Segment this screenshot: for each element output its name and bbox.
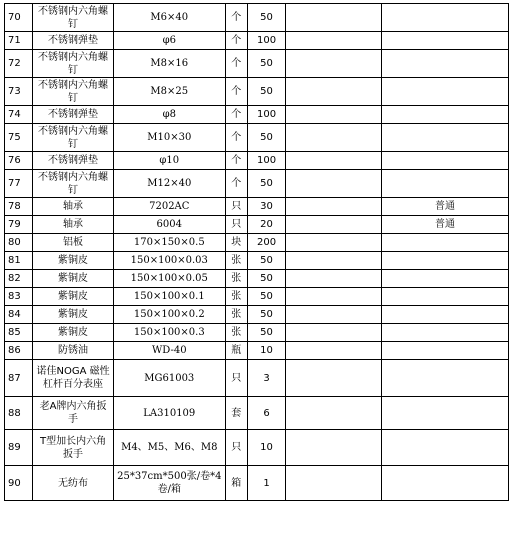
item-name-cell: 紫铜皮 xyxy=(33,288,114,306)
item-remark-cell xyxy=(381,430,508,466)
table-row xyxy=(5,430,509,466)
item-quantity-cell: 100 xyxy=(247,32,285,50)
row-number-cell: 83 xyxy=(5,288,33,306)
table-row xyxy=(5,360,509,397)
item-spec-cell: φ8 xyxy=(113,106,225,124)
table-row xyxy=(5,270,509,288)
row-number-cell: 85 xyxy=(5,324,33,342)
item-unit-cell: 瓶 xyxy=(225,342,247,360)
blank-cell xyxy=(286,306,382,324)
row-number-cell: 75 xyxy=(5,124,33,152)
item-unit-cell: 只 xyxy=(225,198,247,216)
item-remark-cell xyxy=(381,124,508,152)
item-unit-cell: 张 xyxy=(225,270,247,288)
item-unit-cell: 个 xyxy=(225,32,247,50)
item-name-cell: 紫铜皮 xyxy=(33,324,114,342)
item-unit-cell: 个 xyxy=(225,124,247,152)
row-number-cell: 76 xyxy=(5,152,33,170)
item-spec-cell: 150×100×0.03 xyxy=(113,252,225,270)
item-quantity-cell: 30 xyxy=(247,198,285,216)
item-remark-cell xyxy=(381,170,508,198)
item-quantity-cell: 50 xyxy=(247,324,285,342)
blank-cell xyxy=(286,152,382,170)
item-name-cell: 紫铜皮 xyxy=(33,252,114,270)
blank-cell xyxy=(286,270,382,288)
item-quantity-cell: 50 xyxy=(247,78,285,106)
row-number-cell: 74 xyxy=(5,106,33,124)
item-spec-cell: M10×30 xyxy=(113,124,225,152)
item-unit-cell: 箱 xyxy=(225,466,247,501)
item-name-cell: T型加长内六角扳手 xyxy=(33,430,114,466)
row-number-cell: 89 xyxy=(5,430,33,466)
item-name-cell: 不锈钢弹垫 xyxy=(33,152,114,170)
item-spec-cell: 170×150×0.5 xyxy=(113,234,225,252)
item-remark-cell xyxy=(381,78,508,106)
item-spec-cell: φ6 xyxy=(113,32,225,50)
item-name-cell: 铝板 xyxy=(33,234,114,252)
table-row xyxy=(5,216,509,234)
item-remark-cell xyxy=(381,288,508,306)
materials-table xyxy=(4,3,509,501)
item-name-cell: 不锈钢内六角螺钉 xyxy=(33,124,114,152)
item-spec-cell: 7202AC xyxy=(113,198,225,216)
item-spec-cell: M4、M5、M6、M8 xyxy=(113,430,225,466)
item-quantity-cell: 100 xyxy=(247,106,285,124)
row-number-cell: 81 xyxy=(5,252,33,270)
item-unit-cell: 张 xyxy=(225,324,247,342)
item-unit-cell: 个 xyxy=(225,152,247,170)
item-remark-cell xyxy=(381,397,508,430)
blank-cell xyxy=(286,466,382,501)
item-spec-cell: M8×25 xyxy=(113,78,225,106)
blank-cell xyxy=(286,397,382,430)
item-quantity-cell: 50 xyxy=(247,270,285,288)
materials-table-body xyxy=(5,4,509,501)
item-quantity-cell: 10 xyxy=(247,430,285,466)
item-name-cell: 紫铜皮 xyxy=(33,270,114,288)
item-spec-cell: LA310109 xyxy=(113,397,225,430)
item-spec-cell: 6004 xyxy=(113,216,225,234)
item-name-cell: 不锈钢内六角螺钉 xyxy=(33,78,114,106)
blank-cell xyxy=(286,50,382,78)
table-row xyxy=(5,234,509,252)
item-quantity-cell: 50 xyxy=(247,4,285,32)
item-name-cell: 无纺布 xyxy=(33,466,114,501)
row-number-cell: 78 xyxy=(5,198,33,216)
item-spec-cell: MG61003 xyxy=(113,360,225,397)
item-remark-cell xyxy=(381,360,508,397)
item-name-cell: 不锈钢弹垫 xyxy=(33,106,114,124)
item-remark-cell xyxy=(381,32,508,50)
item-quantity-cell: 20 xyxy=(247,216,285,234)
item-spec-cell: M12×40 xyxy=(113,170,225,198)
materials-table-container xyxy=(4,3,509,501)
item-name-cell: 紫铜皮 xyxy=(33,306,114,324)
item-unit-cell: 个 xyxy=(225,106,247,124)
row-number-cell: 70 xyxy=(5,4,33,32)
blank-cell xyxy=(286,324,382,342)
item-unit-cell: 只 xyxy=(225,430,247,466)
item-quantity-cell: 50 xyxy=(247,306,285,324)
item-quantity-cell: 50 xyxy=(247,50,285,78)
item-spec-cell: 150×100×0.1 xyxy=(113,288,225,306)
table-row xyxy=(5,397,509,430)
item-quantity-cell: 50 xyxy=(247,252,285,270)
item-unit-cell: 块 xyxy=(225,234,247,252)
item-remark-cell xyxy=(381,234,508,252)
item-name-cell: 不锈钢内六角螺钉 xyxy=(33,4,114,32)
item-remark-cell xyxy=(381,466,508,501)
item-remark-cell: 普通 xyxy=(381,198,508,216)
table-row xyxy=(5,288,509,306)
item-spec-cell: φ10 xyxy=(113,152,225,170)
item-quantity-cell: 200 xyxy=(247,234,285,252)
item-spec-cell: M8×16 xyxy=(113,50,225,78)
table-row xyxy=(5,466,509,501)
blank-cell xyxy=(286,234,382,252)
item-unit-cell: 张 xyxy=(225,306,247,324)
blank-cell xyxy=(286,106,382,124)
table-row xyxy=(5,342,509,360)
table-row xyxy=(5,170,509,198)
row-number-cell: 72 xyxy=(5,50,33,78)
item-remark-cell xyxy=(381,324,508,342)
item-remark-cell xyxy=(381,50,508,78)
item-remark-cell xyxy=(381,4,508,32)
row-number-cell: 88 xyxy=(5,397,33,430)
item-unit-cell: 只 xyxy=(225,360,247,397)
blank-cell xyxy=(286,170,382,198)
item-spec-cell: 25*37cm*500张/卷*4卷/箱 xyxy=(113,466,225,501)
item-quantity-cell: 50 xyxy=(247,170,285,198)
table-row xyxy=(5,4,509,32)
table-row xyxy=(5,106,509,124)
item-quantity-cell: 50 xyxy=(247,124,285,152)
table-row xyxy=(5,78,509,106)
item-remark-cell xyxy=(381,306,508,324)
blank-cell xyxy=(286,78,382,106)
item-remark-cell xyxy=(381,342,508,360)
item-quantity-cell: 6 xyxy=(247,397,285,430)
row-number-cell: 90 xyxy=(5,466,33,501)
item-quantity-cell: 50 xyxy=(247,288,285,306)
blank-cell xyxy=(286,342,382,360)
item-unit-cell: 套 xyxy=(225,397,247,430)
item-remark-cell xyxy=(381,106,508,124)
item-remark-cell xyxy=(381,152,508,170)
item-spec-cell: 150×100×0.3 xyxy=(113,324,225,342)
row-number-cell: 77 xyxy=(5,170,33,198)
item-unit-cell: 个 xyxy=(225,170,247,198)
item-quantity-cell: 3 xyxy=(247,360,285,397)
blank-cell xyxy=(286,198,382,216)
blank-cell xyxy=(286,124,382,152)
table-row xyxy=(5,198,509,216)
blank-cell xyxy=(286,252,382,270)
item-name-cell: 不锈钢内六角螺钉 xyxy=(33,50,114,78)
item-unit-cell: 张 xyxy=(225,288,247,306)
item-unit-cell: 个 xyxy=(225,50,247,78)
blank-cell xyxy=(286,288,382,306)
blank-cell xyxy=(286,430,382,466)
item-name-cell: 轴承 xyxy=(33,216,114,234)
row-number-cell: 87 xyxy=(5,360,33,397)
item-unit-cell: 只 xyxy=(225,216,247,234)
item-spec-cell: 150×100×0.2 xyxy=(113,306,225,324)
item-spec-cell: 150×100×0.05 xyxy=(113,270,225,288)
item-quantity-cell: 100 xyxy=(247,152,285,170)
blank-cell xyxy=(286,360,382,397)
table-row xyxy=(5,324,509,342)
item-name-cell: 防锈油 xyxy=(33,342,114,360)
blank-cell xyxy=(286,32,382,50)
item-name-cell: 轴承 xyxy=(33,198,114,216)
blank-cell xyxy=(286,4,382,32)
table-row xyxy=(5,252,509,270)
row-number-cell: 73 xyxy=(5,78,33,106)
item-name-cell: 不锈钢弹垫 xyxy=(33,32,114,50)
row-number-cell: 71 xyxy=(5,32,33,50)
row-number-cell: 79 xyxy=(5,216,33,234)
item-remark-cell xyxy=(381,270,508,288)
item-quantity-cell: 10 xyxy=(247,342,285,360)
row-number-cell: 82 xyxy=(5,270,33,288)
item-spec-cell: WD-40 xyxy=(113,342,225,360)
item-remark-cell: 普通 xyxy=(381,216,508,234)
item-name-cell: 老A牌内六角扳手 xyxy=(33,397,114,430)
item-name-cell: 诺佳NOGA 磁性杠杆百分表座 xyxy=(33,360,114,397)
item-remark-cell xyxy=(381,252,508,270)
item-spec-cell: M6×40 xyxy=(113,4,225,32)
table-row xyxy=(5,306,509,324)
row-number-cell: 84 xyxy=(5,306,33,324)
table-row xyxy=(5,50,509,78)
table-row xyxy=(5,124,509,152)
blank-cell xyxy=(286,216,382,234)
item-unit-cell: 个 xyxy=(225,78,247,106)
table-row xyxy=(5,32,509,50)
item-name-cell: 不锈钢内六角螺钉 xyxy=(33,170,114,198)
row-number-cell: 80 xyxy=(5,234,33,252)
table-row xyxy=(5,152,509,170)
item-unit-cell: 张 xyxy=(225,252,247,270)
row-number-cell: 86 xyxy=(5,342,33,360)
item-quantity-cell: 1 xyxy=(247,466,285,501)
item-unit-cell: 个 xyxy=(225,4,247,32)
